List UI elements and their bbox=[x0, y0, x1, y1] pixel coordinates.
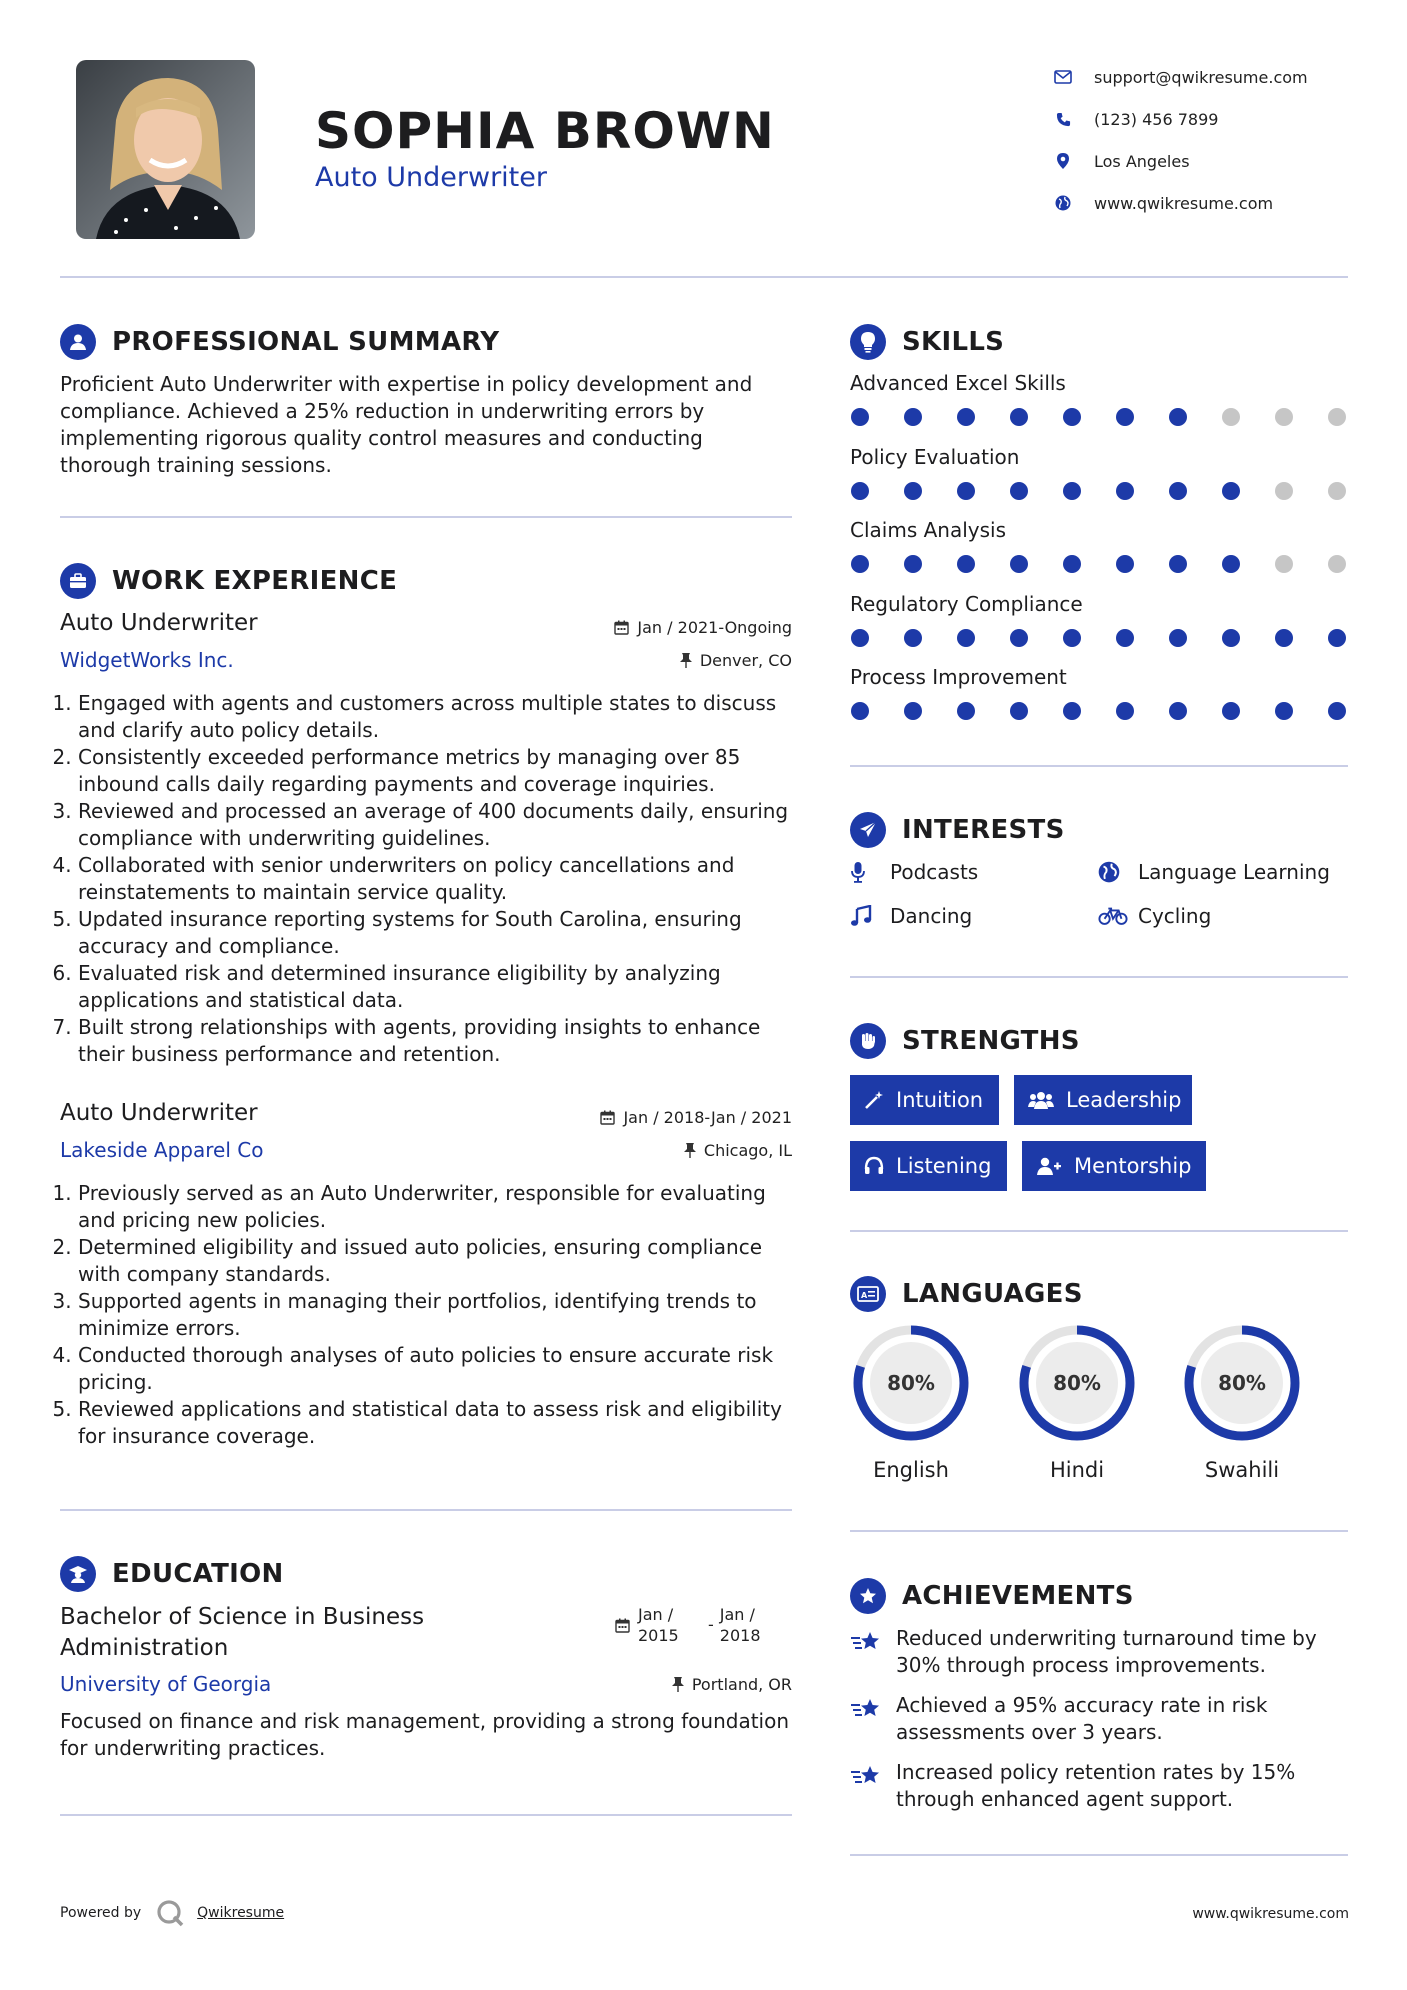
language-name: Swahili bbox=[1204, 1458, 1280, 1482]
rating-dot-empty bbox=[1328, 482, 1346, 500]
rating-dot-empty bbox=[1275, 408, 1293, 426]
rating-dot-filled bbox=[1116, 629, 1134, 647]
list-item: 7. Built strong relationships with agents, providing insights to enhance their business performance and retention. bbox=[78, 1014, 800, 1068]
skill-name: Claims Analysis bbox=[850, 518, 1006, 542]
strengths-divider bbox=[850, 1230, 1348, 1232]
rating-dot-filled bbox=[1222, 555, 1240, 573]
interest-dancing bbox=[850, 904, 972, 928]
pushpin-icon bbox=[680, 653, 692, 668]
skills-heading bbox=[850, 324, 1004, 360]
rating-dot-filled bbox=[1010, 408, 1028, 426]
list-item: 1. Previously served as an Auto Underwriter, responsible for evaluating and pricing new policies. bbox=[78, 1180, 800, 1234]
rating-dot-filled bbox=[1063, 702, 1081, 720]
rating-dot-empty bbox=[1275, 482, 1293, 500]
shooting-star-icon bbox=[850, 1763, 884, 1813]
footer-powered-by bbox=[60, 1898, 284, 1928]
education-location bbox=[560, 1675, 792, 1694]
job-1-title: Auto Underwriter bbox=[60, 610, 258, 636]
job-2-title: Auto Underwriter bbox=[60, 1100, 258, 1126]
job-2-location-text: Chicago, IL bbox=[703, 1141, 792, 1160]
list-item: 5. Reviewed applications and statistical data to assess risk and eligibility for insurance coverage. bbox=[78, 1396, 800, 1450]
globe-icon bbox=[1050, 195, 1076, 211]
skill-name: Regulatory Compliance bbox=[850, 591, 1083, 616]
user-icon bbox=[60, 324, 96, 360]
education-degree: Bachelor of Science in Business Administration bbox=[60, 1604, 425, 1661]
strength-label: Listening bbox=[896, 1154, 992, 1178]
strengths-heading bbox=[850, 1023, 1080, 1059]
strength-mentorship bbox=[1022, 1141, 1206, 1191]
language-name: Hindi bbox=[1049, 1458, 1105, 1482]
languages-heading-label: LANGUAGES bbox=[902, 1279, 1083, 1309]
rating-dot-filled bbox=[1169, 482, 1187, 500]
footer-website[interactable]: www.qwikresume.com bbox=[1192, 1906, 1349, 1922]
achievements-heading bbox=[850, 1578, 1134, 1614]
rating-dot-filled bbox=[957, 482, 975, 500]
svg-text:A: A bbox=[861, 1291, 868, 1300]
headphones-icon bbox=[864, 1156, 884, 1176]
summary-text: Proficient Auto Underwriter with expertise in policy development and compliance. Achieved a 25% reduction in underwriting errors by implementing rigorous quality control measures and conducting thorough training sessions. bbox=[60, 372, 753, 477]
rating-dot-filled bbox=[1010, 482, 1028, 500]
language-ring bbox=[1016, 1322, 1138, 1444]
rating-dot-filled bbox=[851, 555, 869, 573]
rating-dot-empty bbox=[1328, 408, 1346, 426]
bicycle-icon bbox=[1098, 906, 1128, 926]
list-item: 2. Consistently exceeded performance metrics by managing over 85 inbound calls daily regarding payments and coverage inquiries. bbox=[78, 744, 800, 798]
list-item: 3. Reviewed and processed an average of 400 documents daily, ensuring compliance with underwriting guidelines. bbox=[78, 798, 800, 852]
qwikresume-logo-icon bbox=[155, 1898, 185, 1928]
language-name: English bbox=[873, 1458, 949, 1482]
rating-dot-empty bbox=[1222, 408, 1240, 426]
rating-dot-filled bbox=[1275, 702, 1293, 720]
job-1-dates-text: Jan / 2021-Ongoing bbox=[637, 618, 792, 637]
rating-dot-filled bbox=[1116, 482, 1134, 500]
job-2-dates bbox=[540, 1108, 792, 1127]
paper-plane-icon bbox=[850, 812, 886, 848]
strength-label: Intuition bbox=[896, 1088, 984, 1112]
rating-dot-filled bbox=[904, 555, 922, 573]
skill-rating bbox=[851, 482, 1346, 500]
ring-percent-label: 80% bbox=[1218, 1371, 1266, 1395]
job-2-dates-text: Jan / 2018-Jan / 2021 bbox=[623, 1108, 792, 1127]
interests-heading-label: INTERESTS bbox=[902, 815, 1065, 845]
rating-dot-filled bbox=[1010, 629, 1028, 647]
job-2-responsibilities bbox=[60, 1180, 800, 1450]
rating-dot-filled bbox=[904, 629, 922, 647]
rating-dot-filled bbox=[957, 555, 975, 573]
education-heading bbox=[60, 1556, 284, 1592]
header-divider bbox=[60, 276, 1348, 278]
pushpin-icon bbox=[672, 1677, 684, 1692]
rating-dot-filled bbox=[1010, 555, 1028, 573]
contact-phone[interactable] bbox=[1050, 98, 1308, 140]
skills-divider bbox=[850, 765, 1348, 767]
rating-dot-filled bbox=[957, 702, 975, 720]
achievement-item bbox=[850, 1759, 1350, 1813]
strength-label: Mentorship bbox=[1074, 1154, 1192, 1178]
contact-phone-text: (123) 456 7899 bbox=[1094, 109, 1219, 129]
list-item: 1. Engaged with agents and customers across multiple states to discuss and clarify auto policy details. bbox=[78, 690, 800, 744]
interest-language-learning bbox=[1098, 860, 1330, 884]
job-2-location bbox=[560, 1141, 792, 1160]
magic-wand-icon bbox=[864, 1090, 884, 1110]
rating-dot-filled bbox=[904, 702, 922, 720]
achievement-item bbox=[850, 1692, 1350, 1746]
rating-dot-filled bbox=[1222, 629, 1240, 647]
education-date-end: Jan / 2018 bbox=[719, 1605, 761, 1645]
star-badge-icon bbox=[850, 1578, 886, 1614]
education-school: University of Georgia bbox=[60, 1672, 272, 1696]
education-date-separator: - bbox=[708, 1615, 714, 1634]
rating-dot-filled bbox=[1063, 482, 1081, 500]
job-1-location-text: Denver, CO bbox=[699, 651, 792, 670]
experience-divider bbox=[60, 1509, 792, 1511]
language-card-icon bbox=[850, 1276, 886, 1312]
rating-dot-filled bbox=[1063, 408, 1081, 426]
strength-intuition bbox=[850, 1075, 999, 1125]
job-1-location bbox=[560, 651, 792, 670]
education-date-start: Jan / 2015 bbox=[638, 1605, 679, 1645]
rating-dot-filled bbox=[1222, 702, 1240, 720]
rating-dot-filled bbox=[904, 408, 922, 426]
rating-dot-filled bbox=[1169, 555, 1187, 573]
qwikresume-link[interactable]: Qwikresume bbox=[197, 1905, 285, 1921]
rating-dot-filled bbox=[1169, 629, 1187, 647]
users-icon bbox=[1028, 1090, 1054, 1110]
experience-heading-label: WORK EXPERIENCE bbox=[112, 566, 398, 596]
achievement-text: Reduced underwriting turnaround time by 30% through process improvements. bbox=[896, 1626, 1317, 1677]
interest-podcasts bbox=[850, 860, 978, 884]
ring-percent-label: 80% bbox=[1053, 1371, 1101, 1395]
job-1-responsibilities bbox=[60, 690, 800, 1068]
summary-divider bbox=[60, 516, 792, 518]
rating-dot-filled bbox=[1116, 408, 1134, 426]
graduate-icon bbox=[60, 1556, 96, 1592]
rating-dot-filled bbox=[1328, 702, 1346, 720]
fist-icon bbox=[850, 1023, 886, 1059]
rating-dot-empty bbox=[1275, 555, 1293, 573]
job-2-company: Lakeside Apparel Co bbox=[60, 1138, 264, 1162]
rating-dot-filled bbox=[957, 408, 975, 426]
globe-icon bbox=[1098, 861, 1128, 883]
skill-rating bbox=[851, 629, 1346, 647]
education-description: Focused on finance and risk management, providing a strong foundation for underwriting practices. bbox=[60, 1709, 790, 1760]
strengths-heading-label: STRENGTHS bbox=[902, 1026, 1080, 1056]
summary-heading bbox=[60, 324, 499, 360]
experience-heading bbox=[60, 563, 397, 599]
interest-label: Language Learning bbox=[1138, 860, 1330, 884]
rating-dot-filled bbox=[1010, 702, 1028, 720]
rating-dot-filled bbox=[1169, 702, 1187, 720]
rating-dot-filled bbox=[1116, 555, 1134, 573]
rating-dot-filled bbox=[957, 629, 975, 647]
strength-listening bbox=[850, 1141, 1007, 1191]
education-divider bbox=[60, 1814, 792, 1816]
rating-dot-filled bbox=[1063, 629, 1081, 647]
user-plus-icon bbox=[1036, 1156, 1062, 1176]
education-location-text: Portland, OR bbox=[691, 1675, 792, 1694]
job-1-company: WidgetWorks Inc. bbox=[60, 648, 234, 672]
calendar-icon bbox=[600, 1110, 615, 1125]
skill-rating bbox=[851, 408, 1346, 426]
skill-rating bbox=[851, 702, 1346, 720]
education-heading-label: EDUCATION bbox=[112, 1559, 284, 1589]
job-1-dates bbox=[560, 618, 792, 637]
microphone-icon bbox=[850, 861, 880, 883]
rating-dot-filled bbox=[1328, 629, 1346, 647]
phone-icon bbox=[1050, 112, 1076, 127]
skills-heading-label: SKILLS bbox=[902, 327, 1005, 357]
strength-leadership bbox=[1014, 1075, 1192, 1125]
achievements-divider bbox=[850, 1854, 1348, 1856]
powered-by-text: Powered by bbox=[60, 1905, 142, 1921]
contact-location bbox=[1050, 140, 1308, 182]
music-note-icon bbox=[850, 905, 880, 927]
languages-divider bbox=[850, 1530, 1348, 1532]
rating-dot-filled bbox=[1116, 702, 1134, 720]
envelope-icon bbox=[1050, 70, 1076, 84]
rating-dot-empty bbox=[1328, 555, 1346, 573]
rating-dot-filled bbox=[851, 408, 869, 426]
candidate-title: Auto Underwriter bbox=[315, 162, 547, 193]
interest-cycling bbox=[1098, 904, 1211, 928]
skill-name: Advanced Excel Skills bbox=[850, 371, 1066, 395]
rating-dot-filled bbox=[1063, 555, 1081, 573]
achievements-heading-label: ACHIEVEMENTS bbox=[902, 1581, 1134, 1611]
briefcase-icon bbox=[60, 563, 96, 599]
strength-label: Leadership bbox=[1066, 1088, 1182, 1112]
contact-website-text: www.qwikresume.com bbox=[1094, 193, 1274, 213]
interests-divider bbox=[850, 976, 1348, 978]
shooting-star-icon bbox=[850, 1629, 884, 1679]
summary-heading-label: PROFESSIONAL SUMMARY bbox=[112, 327, 500, 357]
achievement-text: Achieved a 95% accuracy rate in risk assessments over 3 years. bbox=[896, 1693, 1268, 1744]
rating-dot-filled bbox=[1169, 408, 1187, 426]
list-item: 4. Conducted thorough analyses of auto policies to ensure accurate risk pricing. bbox=[78, 1342, 800, 1396]
rating-dot-filled bbox=[851, 629, 869, 647]
list-item: 4. Collaborated with senior underwriters on policy cancellations and reinstatements to maintain service quality. bbox=[78, 852, 800, 906]
shooting-star-icon bbox=[850, 1696, 884, 1746]
skill-rating bbox=[851, 555, 1346, 573]
interest-label: Podcasts bbox=[890, 860, 979, 884]
interest-label: Dancing bbox=[890, 904, 973, 928]
list-item: 3. Supported agents in managing their portfolios, identifying trends to minimize errors. bbox=[78, 1288, 800, 1342]
rating-dot-filled bbox=[904, 482, 922, 500]
language-ring bbox=[1181, 1322, 1303, 1444]
rating-dot-filled bbox=[851, 702, 869, 720]
pushpin-icon bbox=[684, 1143, 696, 1158]
lightbulb-icon bbox=[850, 324, 886, 360]
contact-website[interactable] bbox=[1050, 182, 1308, 224]
calendar-icon bbox=[614, 620, 629, 635]
contact-email-text: support@qwikresume.com bbox=[1094, 67, 1308, 87]
skill-name: Process Improvement bbox=[850, 665, 1067, 689]
rating-dot-filled bbox=[1275, 629, 1293, 647]
contact-email[interactable] bbox=[1050, 56, 1308, 98]
contact-list bbox=[1050, 56, 1308, 224]
education-dates bbox=[615, 1604, 768, 1646]
language-ring bbox=[850, 1322, 972, 1444]
calendar-icon bbox=[615, 1618, 630, 1633]
contact-location-text: Los Angeles bbox=[1094, 151, 1190, 171]
list-item: 5. Updated insurance reporting systems for South Carolina, ensuring accuracy and compliance. bbox=[78, 906, 800, 960]
languages-heading bbox=[850, 1276, 1083, 1312]
rating-dot-filled bbox=[851, 482, 869, 500]
interest-label: Cycling bbox=[1138, 904, 1212, 928]
skill-name: Policy Evaluation bbox=[850, 444, 1020, 469]
ring-percent-label: 80% bbox=[887, 1371, 935, 1395]
candidate-name: SOPHIA BROWN bbox=[315, 102, 775, 160]
list-item: 2. Determined eligibility and issued auto policies, ensuring compliance with company standards. bbox=[78, 1234, 800, 1288]
profile-photo bbox=[76, 60, 255, 239]
achievement-item bbox=[850, 1625, 1350, 1679]
list-item: 6. Evaluated risk and determined insurance eligibility by analyzing applications and statistical data. bbox=[78, 960, 800, 1014]
location-pin-icon bbox=[1050, 153, 1076, 169]
achievement-text: Increased policy retention rates by 15% through enhanced agent support. bbox=[896, 1760, 1296, 1811]
interests-heading bbox=[850, 812, 1065, 848]
rating-dot-filled bbox=[1222, 482, 1240, 500]
